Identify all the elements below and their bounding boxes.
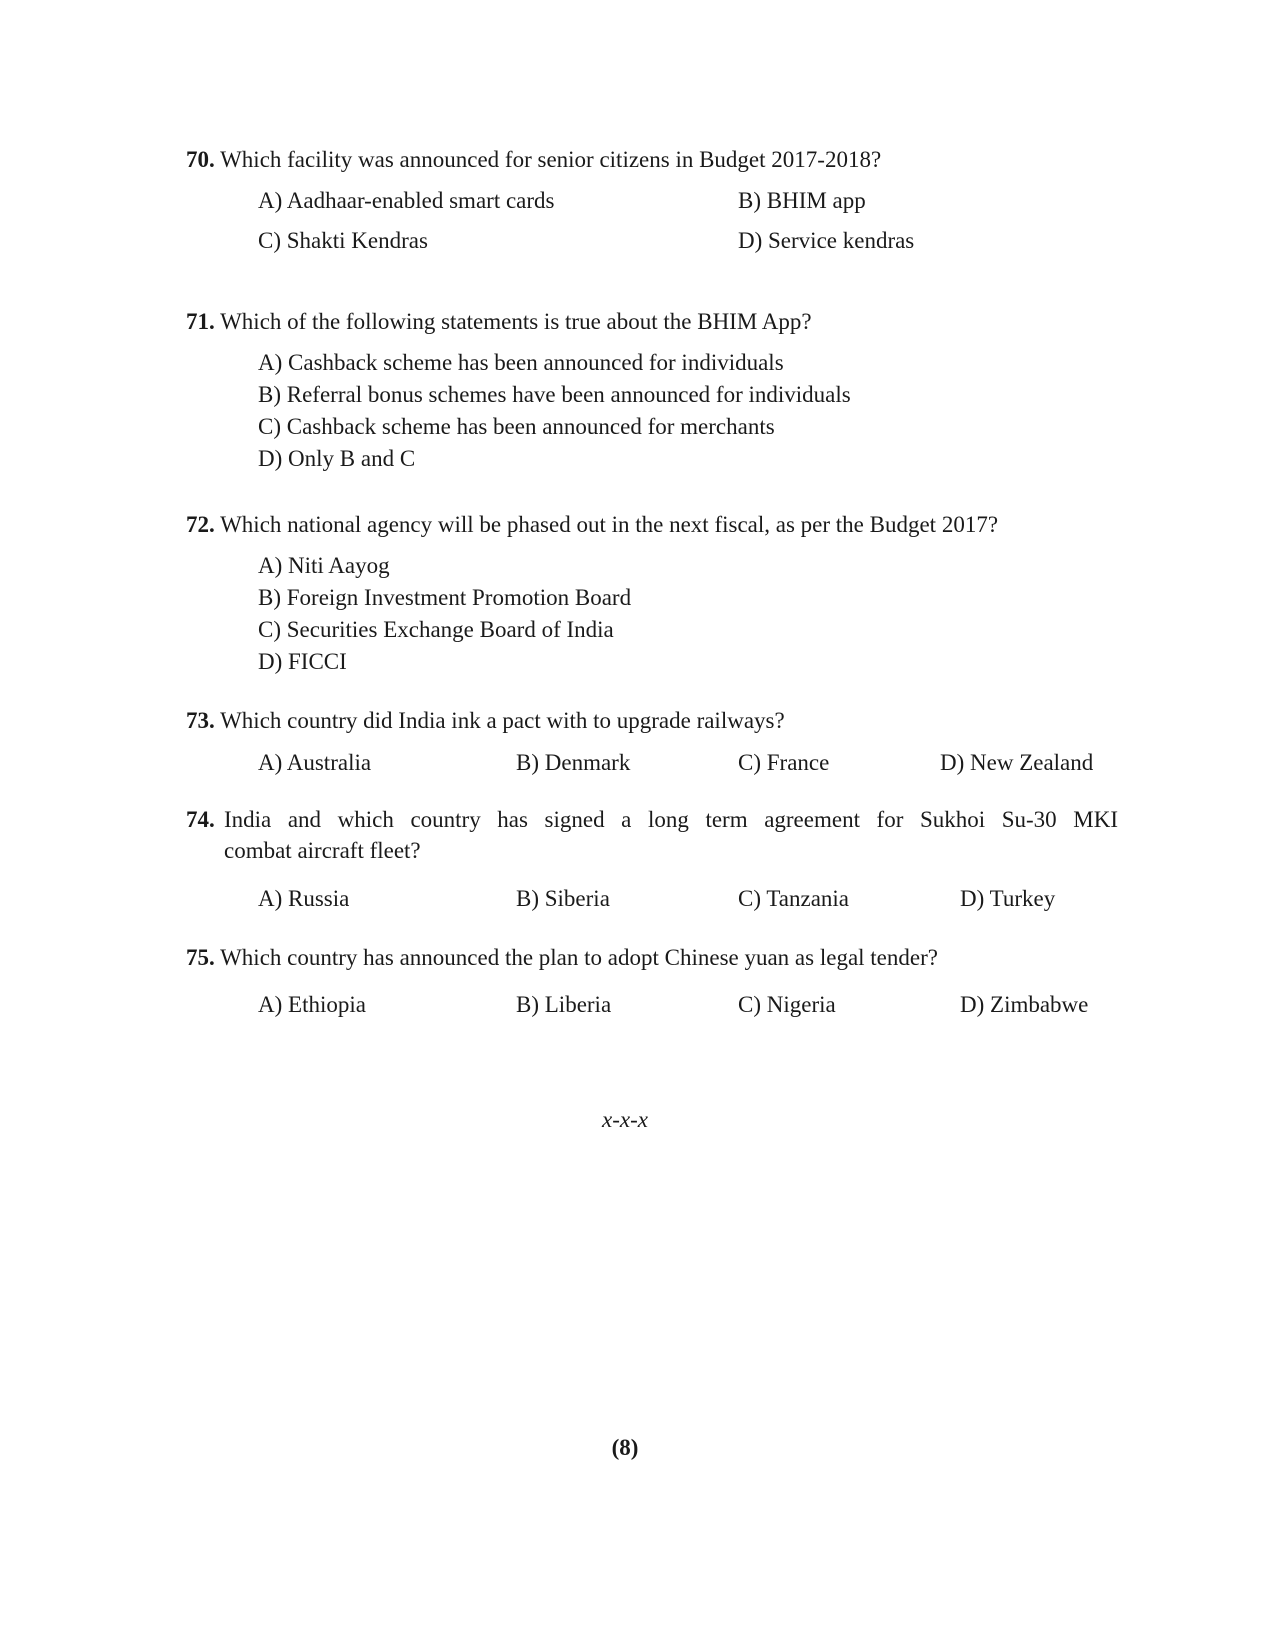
question-71 <box>186 310 1118 340</box>
page-number: (8) <box>611 1435 639 1460</box>
option-d: D) Service kendras <box>738 228 915 253</box>
question-73 <box>186 709 1118 739</box>
question-number: 74. <box>186 807 215 832</box>
question-number: 73. <box>186 708 215 733</box>
option-d: D) New Zealand <box>940 750 1094 775</box>
option-d: D) FICCI <box>258 649 347 674</box>
option-a: A) Niti Aayog <box>258 553 390 578</box>
option-b: B) Referral bonus schemes have been announced for individuals <box>258 382 851 407</box>
option-d: D) Turkey <box>960 886 1056 911</box>
option-b: B) Denmark <box>516 750 631 775</box>
question-text: Which of the following statements is true about the BHIM App? <box>220 309 812 334</box>
option-c: C) Cashback scheme has been announced for merchants <box>258 414 775 439</box>
question-text: Which country has announced the plan to adopt Chinese yuan as legal tender? <box>220 945 938 970</box>
question-number: 72. <box>186 512 215 537</box>
option-c: C) Nigeria <box>738 992 836 1017</box>
question-text: Which country did India ink a pact with to upgrade railways? <box>220 708 785 733</box>
question-text-line-2: combat aircraft fleet? <box>224 838 421 863</box>
option-d: D) Zimbabwe <box>960 992 1089 1017</box>
option-a: A) Russia <box>258 886 350 911</box>
option-b: B) BHIM app <box>738 188 866 213</box>
option-c: C) France <box>738 750 830 775</box>
question-70 <box>186 148 1118 178</box>
question-72 <box>186 513 1118 543</box>
question-text: Which facility was announced for senior citizens in Budget 2017-2018? <box>220 147 882 172</box>
option-b: B) Foreign Investment Promotion Board <box>258 585 632 610</box>
question-number: 70. <box>186 147 215 172</box>
question-number: 75. <box>186 945 215 970</box>
option-c: C) Tanzania <box>738 886 850 911</box>
option-c: C) Shakti Kendras <box>258 228 428 253</box>
option-a: A) Australia <box>258 750 372 775</box>
option-c: C) Securities Exchange Board of India <box>258 617 614 642</box>
question-text: Which national agency will be phased out in the next fiscal, as per the Budget 2017? <box>220 512 999 537</box>
option-a: A) Ethiopia <box>258 992 366 1017</box>
question-75 <box>186 946 1118 976</box>
option-b: B) Liberia <box>516 992 612 1017</box>
question-number: 71. <box>186 309 215 334</box>
option-d: D) Only B and C <box>258 446 416 471</box>
option-a: A) Cashback scheme has been announced for individuals <box>258 350 784 375</box>
option-a: A) Aadhaar-enabled smart cards <box>258 188 555 213</box>
end-mark: x-x-x <box>602 1107 648 1132</box>
option-b: B) Siberia <box>516 886 610 911</box>
question-text-line-1: India and which country has signed a long term agreement for Sukhoi Su-30 MKI <box>224 807 1118 832</box>
